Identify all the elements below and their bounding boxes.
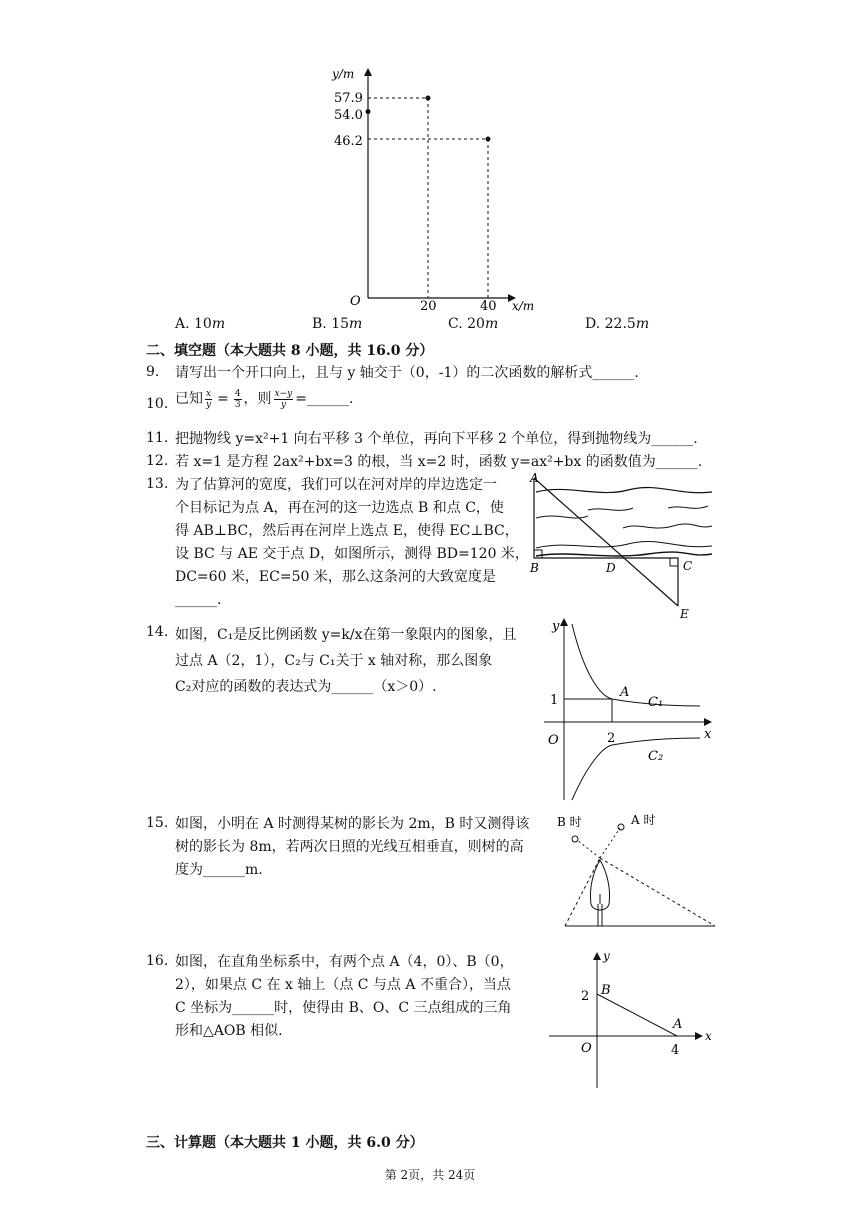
question-text: 请写出一个开口向上，且与 y 轴交于（0，-1）的二次函数的解析式______. <box>175 365 639 381</box>
chart-point <box>486 137 491 142</box>
page-footer: 第 2页，共 24页 <box>384 1168 476 1182</box>
question-text: 为了估算河的宽度，我们可以在河对岸的岸边选定一 个目标记为点 A，再在河的这一边选点 B 和点 C，使 得 AB⊥BC，然后再在河岸上选点 E，使得 EC⊥BC， 设 BC 与 AE 交于点 D，如图所示，测得 BD=120 米， DC=60 米，EC=50 米，那么这条河的大致宽度是 ______. <box>175 477 529 608</box>
option-b: B. 15m <box>312 316 363 332</box>
question-number: 12. <box>146 453 169 469</box>
question-number: 16. <box>146 953 169 969</box>
river-figure <box>528 470 718 622</box>
question-number: 9. <box>146 364 160 380</box>
option-d: D. 22.5m <box>585 316 650 332</box>
section-title: 三、计算题（本大题共 1 小题，共 6.0 分） <box>146 1135 424 1151</box>
question-text: 已知 $\frac{x}{y}$ = $\frac{4}{3}$ ，则 $\frac{x-y}{y}$ =______. <box>175 389 354 410</box>
hyperbola-figure <box>540 614 720 806</box>
question-text: 若 x=1 是方程 2ax²+bx=3 的根，当 x=2 时，函数 y=ax²+bx 的函数值为______. <box>175 454 703 470</box>
chart-point <box>426 96 431 101</box>
distance-chart <box>320 60 540 315</box>
fig-label-x: x <box>704 727 712 742</box>
tree-shadow-figure <box>555 808 720 932</box>
chart-y-tick-label: 57.9 <box>334 91 363 106</box>
fig-label-x: x <box>705 1029 712 1043</box>
fig-label-o: O <box>581 1041 592 1056</box>
fig-label-a-time: A 时 <box>631 813 656 827</box>
coordinate-figure <box>545 946 720 1094</box>
fig-label-b: B <box>530 561 539 575</box>
question-number: 14. <box>146 624 169 640</box>
fig-label-a: A <box>530 471 539 485</box>
option-a: A. 10m <box>175 316 226 332</box>
fig-label-b: B <box>601 983 611 998</box>
fig-label-four: 4 <box>671 1043 680 1058</box>
fig-label-e: E <box>680 607 689 621</box>
chart-y-tick-label: 46.2 <box>334 134 363 149</box>
fig-label-c: C <box>683 559 693 573</box>
fig-label-c2: C₂ <box>648 749 664 764</box>
fig-label-two: 2 <box>581 989 590 1004</box>
question-number: 10. <box>146 396 169 412</box>
option-c: C. 20m <box>448 316 499 332</box>
fig-label-c1: C₁ <box>648 695 664 710</box>
fig-label-o: O <box>548 733 559 748</box>
fig-label-b-time: B 时 <box>557 815 582 829</box>
question-text: 如图，C₁是反比例函数 y=k/x在第一象限内的图象，且 过点 A（2，1），C₂与 C₁关于 x 轴对称，那么图象 C₂对应的函数的表达式为______（x＞0）. <box>175 627 517 695</box>
chart-point <box>366 109 371 114</box>
section-title: 二、填空题（本大题共 8 小题，共 16.0 分） <box>146 343 434 359</box>
chart-origin-label: O <box>350 294 361 309</box>
question-text: 如图，小明在 A 时测得某树的影长为 2m，B 时又测得该 树的影长为 8m，若两次日照的光线互相垂直，则树的高 度为______m. <box>175 816 530 878</box>
question-number: 11. <box>146 430 169 446</box>
fig-label-y: y <box>552 619 560 634</box>
fig-label-y: y <box>603 949 610 963</box>
question-text: 把抛物线 y=x²+1 向右平移 3 个单位，再向下平移 2 个单位，得到抛物线为______. <box>175 431 698 447</box>
question-text: 如图，在直角坐标系中，有两个点 A（4，0）、B（0， 2），如果点 C 在 x 轴上（点 C 与点 A 不重合），当点 C 坐标为______时，使得由 B、O、C 三点组成的三角 形和△AOB 相似. <box>175 954 514 1039</box>
chart-y-axis-label: y/m <box>332 67 355 81</box>
chart-y-tick-label: 54.0 <box>334 108 363 123</box>
fig-label-a: A <box>620 685 630 700</box>
fig-label-a: A <box>673 1017 683 1032</box>
fig-label-one: 1 <box>550 693 559 708</box>
chart-x-tick-label: 20 <box>420 299 437 314</box>
question-number: 13. <box>146 476 169 492</box>
chart-x-axis-label: x/m <box>512 299 535 313</box>
fig-label-d: D <box>606 561 616 575</box>
question-number: 15. <box>146 815 169 831</box>
chart-x-tick-label: 40 <box>480 299 497 314</box>
fig-label-two: 2 <box>607 731 616 746</box>
